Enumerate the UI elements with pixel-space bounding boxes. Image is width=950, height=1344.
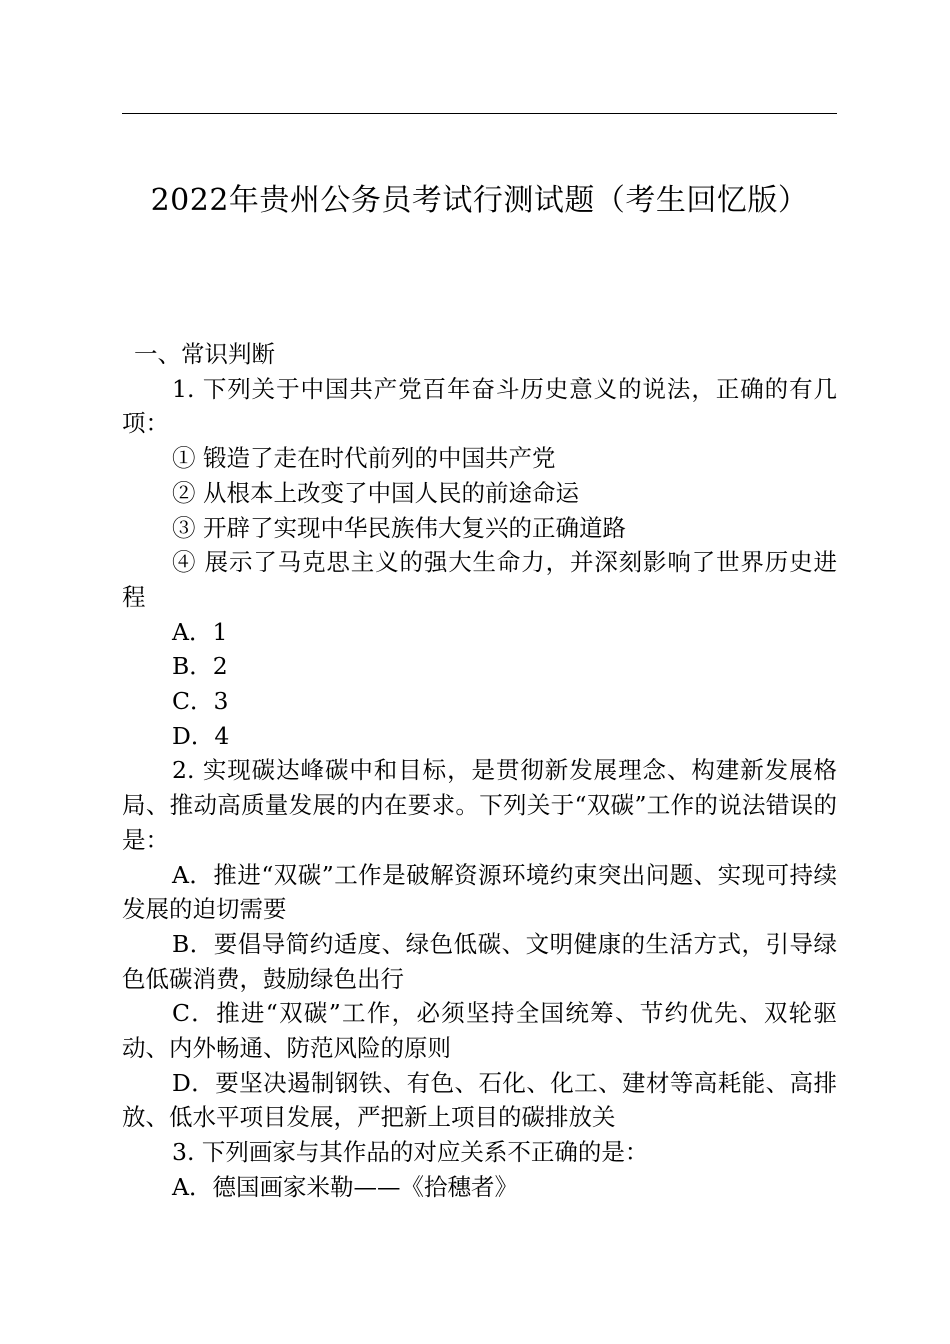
question-2-option-c: C．推进“双碳”工作，必须坚持全国统筹、节约优先、双轮驱动、内外畅通、防范风险的原则 [122, 999, 837, 1063]
question-1-statement-3: ③ 开辟了实现中华民族伟大复兴的正确道路 [172, 513, 626, 542]
question-2-option-a: A．推进“双碳”工作是破解资源环境约束突出问题、实现可持续发展的迫切需要 [122, 860, 837, 924]
document-body [122, 337, 837, 1205]
question-1-stem: 1. 下列关于中国共产党百年奋斗历史意义的说法，正确的有几项： [122, 374, 837, 438]
question-3-stem: 3. 下列画家与其作品的对应关系不正确的是： [172, 1138, 649, 1167]
question-1-option-b: B．2 [172, 652, 228, 681]
question-2-option-d: D．要坚决遏制钢铁、有色、石化、化工、建材等高耗能、高排放、低水平项目发展，严把新上项目的碳排放关 [122, 1068, 837, 1132]
header-rule [122, 113, 837, 114]
question-1-option-a: A．1 [172, 617, 228, 646]
question-1-statement-4: ④ 展示了马克思主义的强大生命力，并深刻影响了世界历史进程 [122, 548, 837, 611]
question-2-stem: 2. 实现碳达峰碳中和目标，是贯彻新发展理念、构建新发展格局、推动高质量发展的内在要求。下列关于“双碳”工作的说法错误的是： [122, 756, 837, 854]
question-1-option-d: D．4 [172, 721, 230, 750]
question-1-statement-2: ② 从根本上改变了中国人民的前途命运 [172, 478, 579, 507]
question-1-statement-1: ① 锻造了走在时代前列的中国共产党 [172, 444, 556, 473]
document-title: 2022年贵州公务员考试行测试题（考生回忆版） [150, 183, 809, 218]
question-3-option-a: A．德国画家米勒——《拾穗者》 [172, 1172, 518, 1201]
question-2-option-b: B．要倡导简约适度、绿色低碳、文明健康的生活方式，引导绿色低碳消费，鼓励绿色出行 [122, 929, 837, 993]
question-1-option-c: C．3 [172, 687, 229, 716]
section-heading: 一、常识判断 [134, 340, 275, 368]
